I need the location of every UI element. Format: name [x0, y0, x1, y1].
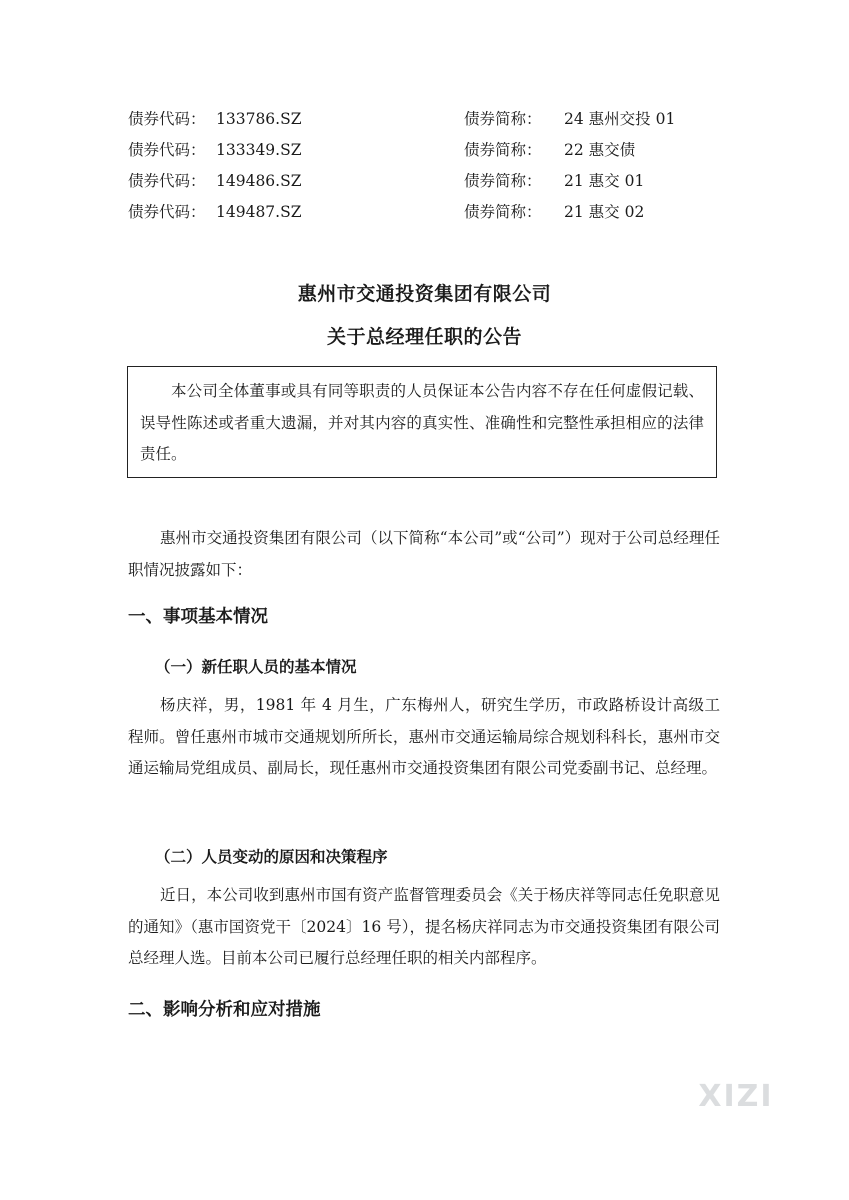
- bond-code-label: 债券代码：: [128, 141, 206, 159]
- bond-row: [128, 166, 728, 197]
- bond-short-name-label: 债券简称：: [464, 141, 542, 159]
- bond-short-name-value: 22 惠交债: [564, 141, 636, 159]
- bond-code-value: 149486.SZ: [216, 172, 302, 190]
- bond-short-name-label: 债券简称：: [464, 172, 542, 190]
- bond-code-label: 债券代码：: [128, 110, 206, 128]
- bond-row: [128, 197, 728, 228]
- bond-short-name-label: 债券简称：: [464, 110, 542, 128]
- document-subtitle: 关于总经理任职的公告: [326, 326, 522, 348]
- bond-short-name-value: 21 惠交 01: [564, 172, 645, 190]
- bond-code-label: 债券代码：: [128, 203, 206, 221]
- bond-code-value: 133786.SZ: [216, 110, 302, 128]
- intro-paragraph: 惠州市交通投资集团有限公司（以下简称“本公司”或“公司”）现对于公司总经理任职情况披露如下：: [128, 529, 720, 579]
- bond-short-name-value: 21 惠交 02: [564, 203, 645, 221]
- bond-info-table: [128, 104, 728, 228]
- watermark-text: XIZI: [698, 1079, 774, 1114]
- decision-paragraph: 近日，本公司收到惠州市国有资产监督管理委员会《关于杨庆祥等同志任免职意见的通知》（惠市国资党干〔2024〕16 号），提名杨庆祥同志为市交通投资集团有限公司总经理人选。目前本公司已履行总经理任职的相关内部程序。: [128, 886, 720, 967]
- disclaimer-box: 本公司全体董事或具有同等职责的人员保证本公告内容不存在任何虚假记载、误导性陈述或者重大遗漏，并对其内容的真实性、准确性和完整性承担相应的法律责任。: [127, 366, 717, 478]
- bond-row: [128, 135, 728, 166]
- watermark-logo: [681, 1075, 791, 1115]
- subsection-heading: （一）新任职人员的基本情况: [155, 658, 357, 676]
- bond-short-name-value: 24 惠州交投 01: [564, 110, 676, 128]
- bond-short-name-label: 债券简称：: [464, 203, 542, 221]
- subsection-heading: （二）人员变动的原因和决策程序: [155, 848, 388, 866]
- bond-row: [128, 104, 728, 135]
- bond-code-value: 133349.SZ: [216, 141, 302, 159]
- section-heading: 一、事项基本情况: [128, 607, 268, 627]
- section-heading: 二、影响分析和应对措施: [128, 1000, 321, 1020]
- document-title: 惠州市交通投资集团有限公司: [297, 283, 552, 305]
- bio-paragraph: 杨庆祥，男，1981 年 4 月生，广东梅州人，研究生学历，市政路桥设计高级工程师。曾任惠州市城市交通规划所所长，惠州市交通运输局综合规划科科长，惠州市交通运输局党组成员、副局长，现任惠州市交通投资集团有限公司党委副书记、总经理。: [128, 696, 720, 777]
- bond-code-value: 149487.SZ: [216, 203, 302, 221]
- bond-code-label: 债券代码：: [128, 172, 206, 190]
